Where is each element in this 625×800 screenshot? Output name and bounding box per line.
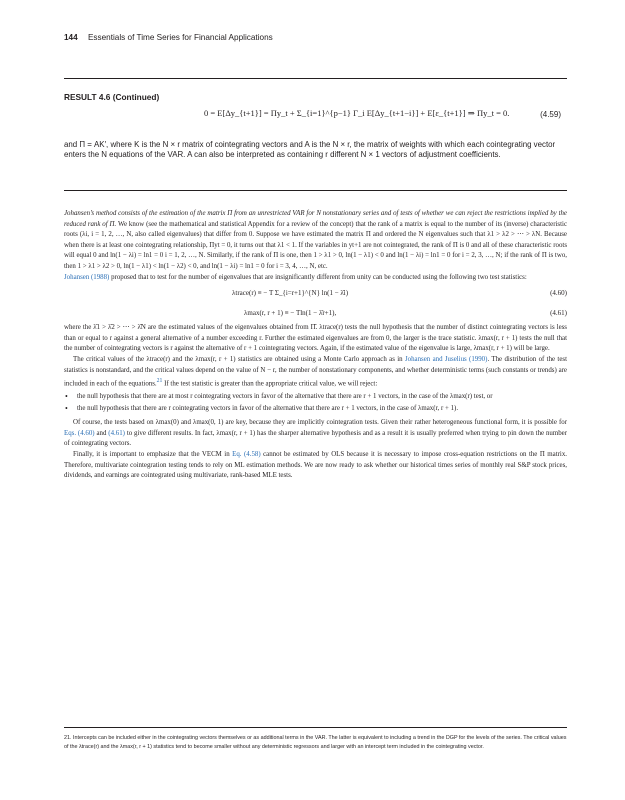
reject-list	[64, 392, 567, 414]
result-bottom-rule	[64, 190, 567, 191]
equation-4-59	[64, 102, 567, 126]
paragraph-5-c: to give different results. In fact, λmax(r, r + 1) has the sharper alternative hypothesis and as a result it is usually preferred when trying to pin down the number of cointegrating vectors.	[64, 429, 567, 448]
footnote-ref-21[interactable]: 21	[156, 378, 163, 385]
equation-number: (4.59)	[540, 110, 561, 119]
link-eq-4-58[interactable]: Eq. (4.58)	[232, 450, 261, 458]
paragraph-2	[64, 273, 567, 284]
equation-4-61-number: (4.61)	[550, 309, 567, 318]
link-eq-4-60[interactable]: Eqs. (4.60)	[64, 429, 95, 437]
paragraph-2-rest: proposed that to test for the number of eigenvalues that are insignificantly different from unity can be conducted using the following two test statistics:	[109, 273, 527, 281]
paragraph-1	[64, 209, 567, 273]
page-header	[64, 33, 273, 42]
citation-johansen-juselius-1990[interactable]: Johansen and Juselius (1990)	[404, 355, 488, 363]
paragraph-5-b: and	[94, 429, 109, 437]
result-box	[64, 88, 567, 161]
paragraph-4-c: If the test statistic is greater than the appropriate critical value, we will reject:	[162, 380, 378, 388]
list-item: • the null hypothesis that there are at most r cointegrating vectors in favor of the alternative that there are r + 1 vectors, in the case of the λmax(r) test, or	[64, 392, 567, 403]
paragraph-4-b: . The distribution of the test statistics is nonstandard, and the critical values depend on the value of N − r, the number of nonstationary components, and whether deterministic terms (such constants or trends) are included in each of the equations.	[64, 355, 568, 388]
equation-main: 0 = E[Δy_{t+1}] = Πy_t + Σ_{i=1}^{p−1} Γ_i E[Δy_{t+1−i}] + E[ε_{t+1}] ⇒ Πy_t = 0.	[204, 108, 510, 118]
equation-4-60-text: λtrace(r) ≡ − T Σ_{i=r+1}^{N} ln(1 − λ̂i)	[232, 289, 349, 298]
footnote-21: 21. Intercepts can be included either in the cointegrating vectors themselves or as additional terms in the VAR. The latter is equivalent to including a trend in the DGP for the levels of the series. The critical values of the λtrace(r) and the λmax(r, r + 1) statistics tend to become smaller without any deterministic regressors and larger with an intercept term included in the cointegrating vector.	[64, 735, 567, 750]
link-eq-4-61[interactable]: (4.61)	[108, 429, 125, 437]
paragraph-4	[64, 355, 567, 390]
paragraph-4-a: The critical values of the λtrace(r) and the λmax(r, r + 1) statistics are obtained using a Monte Carlo approach as in	[73, 355, 405, 363]
paragraph-6-b: cannot be estimated by OLS because it is necessary to impose cross-equation restrictions on the Π matrix. Therefore, multivariate cointegration testing tends to rely on ML estimation methods. We are now ready to ask whether our historical times series of monthly real S&P stock prices, dividends, and earnings are cointegrated using multivariate, rank-based MLE tests.	[64, 450, 568, 480]
paragraph-5-a: Of course, the tests based on λmax(0) and λmax(0, 1) are key, because they are implicitly cointegration tests. Given their rather heterogeneous functional form, it is possible for	[73, 419, 567, 427]
paragraph-1-italic: Johansen’s method consists of the estimation of the matrix Π from an unrestricted VAR for N nonstationary series and of tests of whether we can reject the restrictions implied by the reduced rank of Π.	[64, 210, 567, 228]
equation-4-61-text: λmax(r, r + 1) ≡ − Tln(1 − λ̂r+1),	[244, 309, 337, 318]
paragraph-1-rest: We know (see the mathematical and statistical Appendix for a review of the concept) that the rank of a matrix is equal to the number of its (inverse) characteristic roots (λi, i = 1, 2, …, N, also called eigenvalues) that differ from 0. Suppose we have estimated the matrix Π and ordered the N eigenvalues such that λ1 > λ2 > ⋯ > λN. Because when there is at least one cointegrating relationship, Πyt = 0, it turns out that λ1 < 1. If the variables in yt+1 are not cointegrated, the rank of Π is 0 and all of these characteristic roots will equal 0 and ln(1 − λi) = ln1 = 0 i = 1, 2, …, N. Similarly, if the rank of Π is one, then 1 > λ1 > 0, ln(1 − λ1) < 0 and ln(1 − λi) = ln1 = 0 for i = 2, 3, …, N; if the rank of Π is two, then 1 > λ1 > λ2 > 0, ln(1 − λ1) < ln(1 − λ2) < 0, and ln(1 − λi) = ln1 = 0 for i = 3, 4, …, N, etc.	[64, 220, 568, 270]
footnote-rule	[64, 727, 567, 728]
result-top-rule	[64, 78, 567, 79]
citation-johansen-1988[interactable]: Johansen (1988)	[64, 273, 110, 281]
equation-4-60	[64, 283, 567, 303]
body-text	[64, 209, 567, 482]
paragraph-5	[64, 418, 567, 450]
page-number: 144	[64, 33, 78, 42]
book-title: Essentials of Time Series for Financial Applications	[87, 33, 273, 42]
list-item: • the null hypothesis that there are r cointegrating vectors in favor of the alternative that there are r + 1 vectors, in the case of λmax(r, r + 1).	[64, 404, 567, 415]
result-text: and Π = AK′, where K is the N × r matrix of cointegrating vectors and A is the N × r, the matrix of weights with which each cointegrating vector enters the N equations of the VAR. A can also be interpreted as containing r different N × 1 vectors of adjustment coefficients.	[64, 140, 556, 160]
result-title: RESULT 4.6 (Continued)	[64, 92, 160, 102]
paragraph-6-a: Finally, it is important to emphasize that the VECM in	[73, 450, 233, 458]
equation-4-60-number: (4.60)	[550, 289, 567, 298]
paragraph-6	[64, 450, 567, 482]
equation-4-61	[64, 303, 567, 323]
paragraph-3: where the λ̂1 > λ̂2 > ⋯ > λ̂N are the estimated values of the eigenvalues obtained from Π̂. λtrace(r) tests the null hypothesis that the number of distinct cointegrating vectors is less than or equal to r against a general alternative of a number exceeding r. Further the estimated eigenvalues are from 0, the larger is the trace statistic. λmax(r, r + 1) tests the null that the number of cointegrating vectors is r against the alternative of r + 1 cointegrating vectors. Again, if the estimated value of the eigenvalue is large, λmax(r, r + 1) will be large.	[64, 324, 567, 353]
